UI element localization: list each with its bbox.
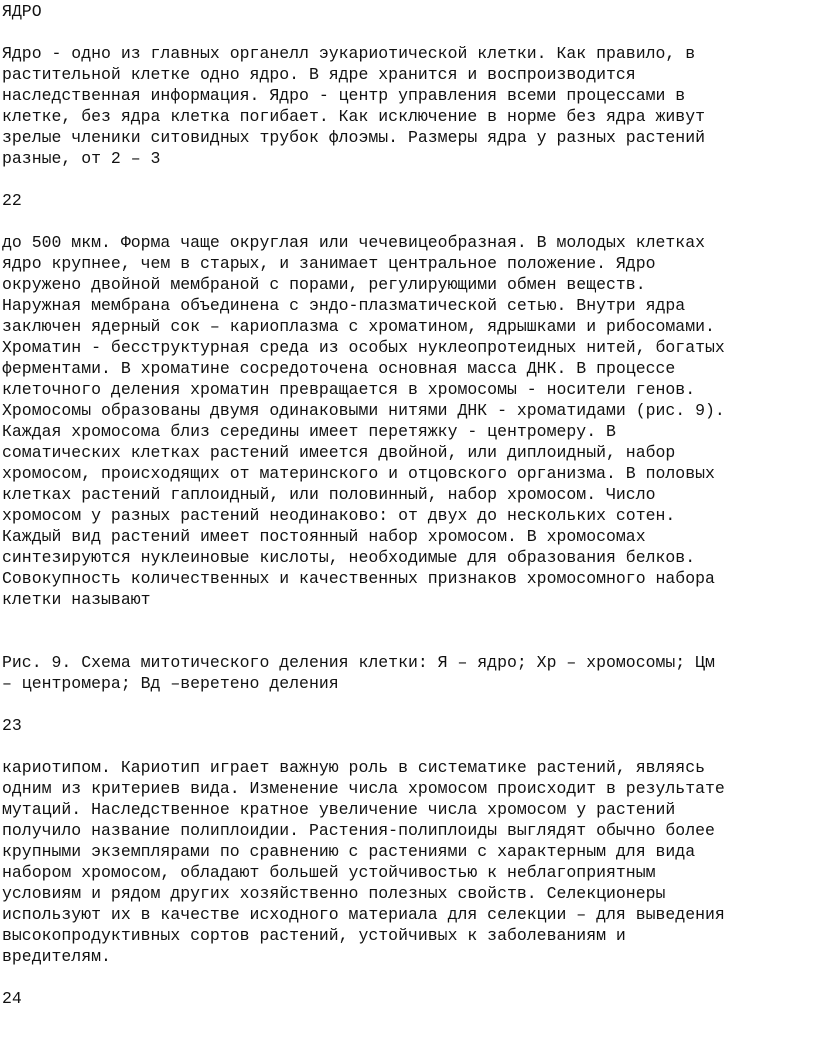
- text-line: условиям и рядом других хозяйственно полезных свойств. Селекционеры: [2, 884, 666, 903]
- text-line: до 500 мкм. Форма чаще округлая или чечевицеобразная. В молодых клетках: [2, 233, 706, 252]
- text-line: Каждый вид растений имеет постоянный набор хромосом. В хромосомах: [2, 527, 646, 546]
- text-line: используют их в качестве исходного материала для селекции – для выведения: [2, 905, 725, 924]
- text-line: Хроматин - бесструктурная среда из особых нуклеопротеидных нитей, богатых: [2, 338, 725, 357]
- figure-caption: [2, 652, 816, 694]
- text-line: клетках растений гаплоидный, или половинный, набор хромосом. Число: [2, 485, 656, 504]
- section-title: ЯДРО: [2, 2, 42, 21]
- text-line: мутаций. Наследственное кратное увеличение числа хромосом у растений: [2, 800, 676, 819]
- text-line: хромосом, происходящих от материнского и отцовского организма. В половых: [2, 464, 715, 483]
- text-line: получило название полиплоидии. Растения-полиплоиды выглядят обычно более: [2, 821, 715, 840]
- text-line: зрелые членики ситовидных трубок флоэмы. Размеры ядра у разных растений: [2, 128, 706, 147]
- text-line: клетке, без ядра клетка погибает. Как исключение в норме без ядра живут: [2, 107, 706, 126]
- text-line: Ядро - одно из главных органелл эукариотической клетки. Как правило, в: [2, 44, 696, 63]
- text-line: наследственная информация. Ядро - центр управления всеми процессами в: [2, 86, 686, 105]
- text-line: одним из критериев вида. Изменение числа хромосом происходит в результате: [2, 779, 725, 798]
- caption-line: – центромера; Вд –веретено деления: [2, 674, 339, 693]
- paragraph-1: [2, 43, 816, 169]
- text-line: хромосом у разных растений неодинаково: от двух до нескольких сотен.: [2, 506, 676, 525]
- text-line: Наружная мембрана объединена с эндо-плазматической сетью. Внутри ядра: [2, 296, 686, 315]
- page-number: 22: [2, 191, 22, 210]
- text-line: клетки называют: [2, 590, 151, 609]
- paragraph-3: [2, 757, 816, 967]
- text-line: ферментами. В хроматине сосредоточена основная масса ДНК. В процессе: [2, 359, 676, 378]
- text-line: высокопродуктивных сортов растений, устойчивых к заболеваниям и: [2, 926, 626, 945]
- text-line: ядро крупнее, чем в старых, и занимает центральное положение. Ядро: [2, 254, 656, 273]
- text-line: кариотипом. Кариотип играет важную роль в систематике растений, являясь: [2, 758, 706, 777]
- text-line: синтезируются нуклеиновые кислоты, необходимые для образования белков.: [2, 548, 696, 567]
- text-line: крупными экземплярами по сравнению с растениями с характерным для вида: [2, 842, 696, 861]
- text-line: набором хромосом, обладают большей устойчивостью к неблагоприятным: [2, 863, 656, 882]
- text-line: соматических клетках растений имеется двойной, или диплоидный, набор: [2, 443, 676, 462]
- paragraph-2: [2, 232, 816, 610]
- text-line: Каждая хромосома близ середины имеет перетяжку - центромеру. В: [2, 422, 616, 441]
- text-line: вредителям.: [2, 947, 111, 966]
- text-line: разные, от 2 – 3: [2, 149, 161, 168]
- text-line: Совокупность количественных и качественных признаков хромосомного набора: [2, 569, 715, 588]
- page-number: 23: [2, 716, 22, 735]
- text-line: заключен ядерный сок – кариоплазма с хроматином, ядрышками и рибосомами.: [2, 317, 715, 336]
- text-line: Хромосомы образованы двумя одинаковыми нитями ДНК - хроматидами (рис. 9).: [2, 401, 725, 420]
- page-number: 24: [2, 989, 22, 1008]
- text-line: окружено двойной мембраной с порами, регулирующими обмен веществ.: [2, 275, 646, 294]
- text-line: растительной клетке одно ядро. В ядре хранится и воспроизводится: [2, 65, 636, 84]
- caption-line: Рис. 9. Схема митотического деления клетки: Я – ядро; Хр – хромосомы; Цм: [2, 653, 715, 672]
- text-line: клеточного деления хроматин превращается в хромосомы - носители генов.: [2, 380, 696, 399]
